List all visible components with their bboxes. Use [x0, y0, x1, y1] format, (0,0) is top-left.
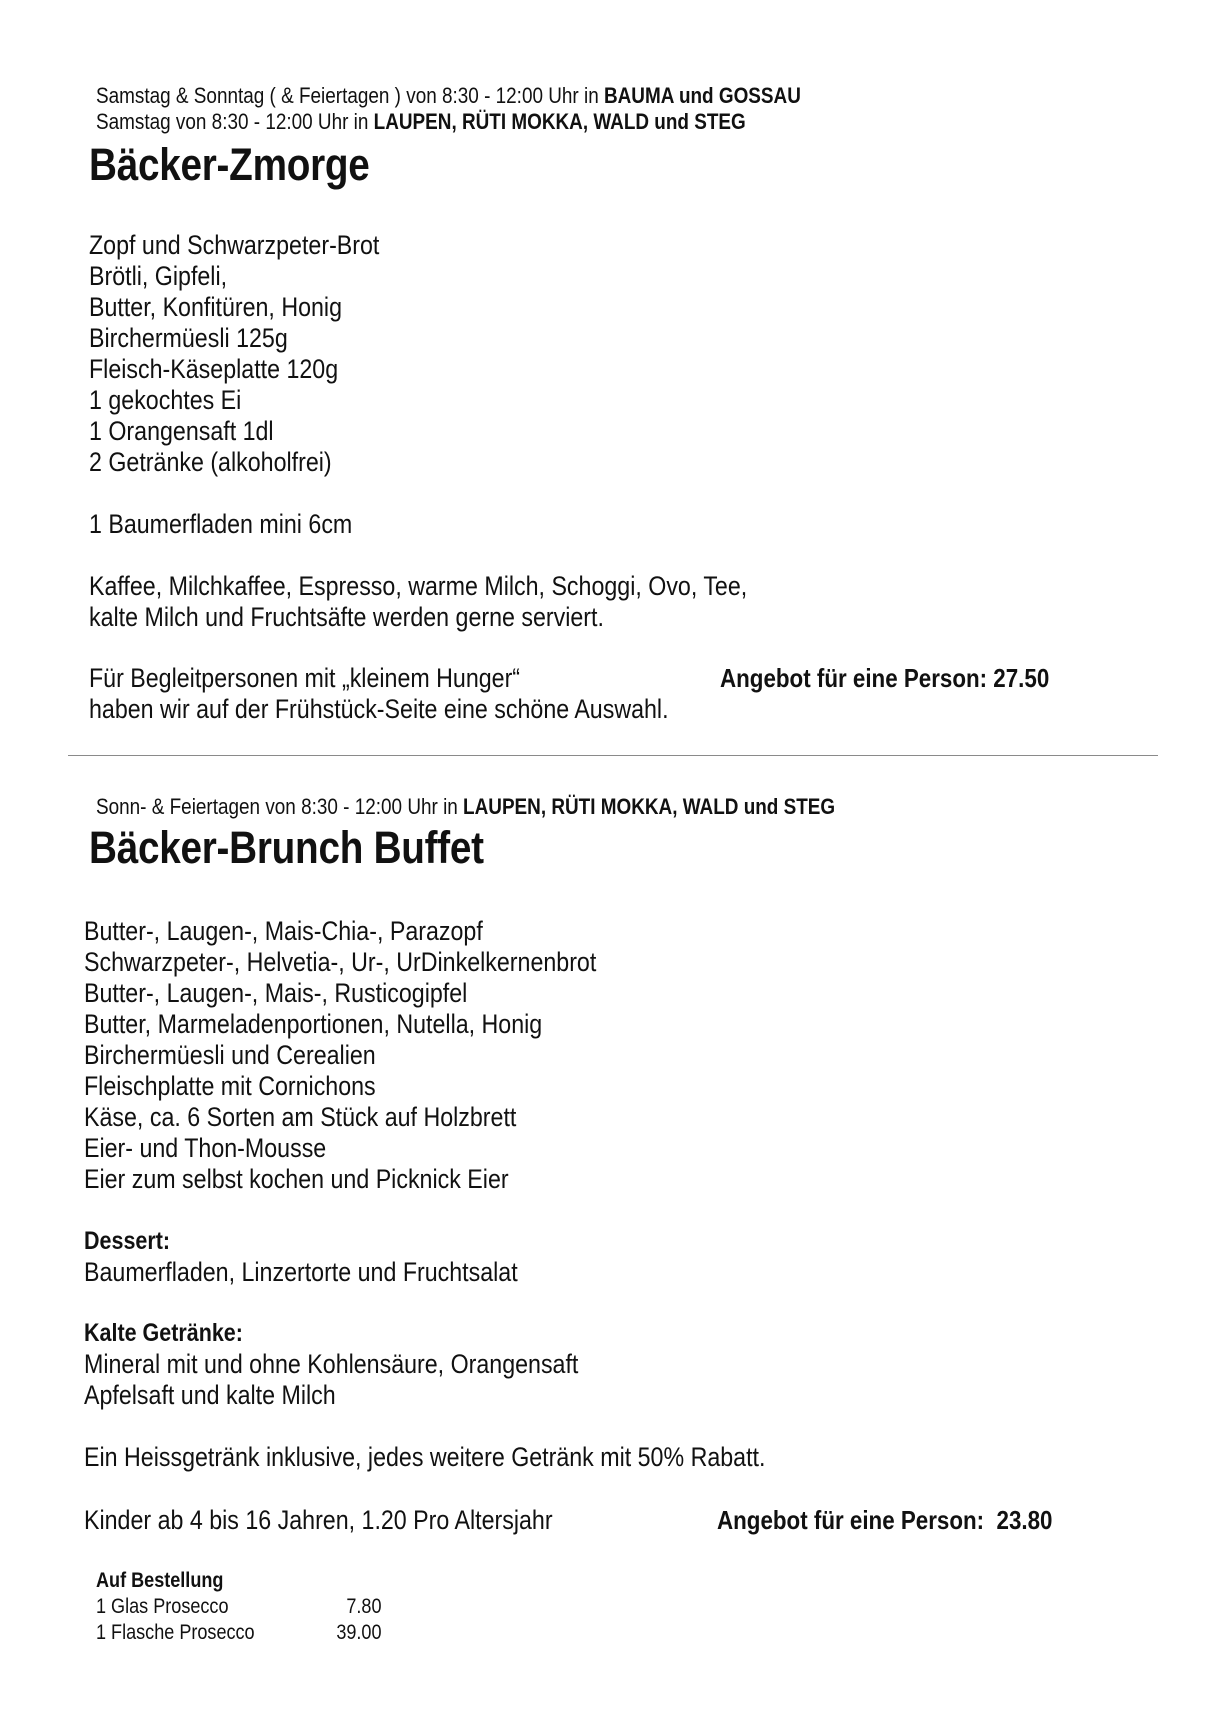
list-item: Birchermüesli 125g	[89, 323, 288, 353]
brunch-offer-price: Angebot für eine Person: 23.80	[717, 1505, 1053, 1535]
cold-drinks-heading: Kalte Getränke:	[84, 1319, 243, 1347]
zmorge-companion-line-1: Für Begleitpersonen mit „kleinem Hunger“	[89, 663, 521, 693]
brunch-dessert	[84, 1226, 588, 1288]
list-item: 1 Orangensaft 1dl	[89, 416, 274, 446]
list-item: Butter, Marmeladenportionen, Nutella, Honig	[84, 1009, 543, 1039]
zmorge-companion-line-2: haben wir auf der Frühstück-Seite eine schöne Auswahl.	[89, 694, 669, 724]
brunch-cold-drinks	[84, 1318, 659, 1411]
list-item: 1 gekochtes Ei	[89, 385, 242, 415]
order-box	[96, 1568, 382, 1646]
zmorge-title: Bäcker-Zmorge	[89, 139, 370, 190]
order-item-price: 39.00	[336, 1621, 382, 1644]
zmorge-schedule-line-2: Samstag von 8:30 - 12:00 Uhr in LAUPEN, RÜTI MOKKA, WALD und STEG	[96, 109, 746, 134]
list-item: Butter-, Laugen-, Mais-, Rusticogipfel	[84, 978, 468, 1008]
cold-drinks-line-1: Mineral mit und ohne Kohlensäure, Orangensaft	[84, 1349, 579, 1379]
order-item-price: 7.80	[346, 1595, 382, 1618]
zmorge-drinks-line-1: Kaffee, Milchkaffee, Espresso, warme Milch, Schoggi, Ovo, Tee,	[89, 571, 748, 601]
brunch-schedule: Sonn- & Feiertagen von 8:30 - 12:00 Uhr in LAUPEN, RÜTI MOKKA, WALD und STEG	[96, 794, 836, 819]
list-item: 2 Getränke (alkoholfrei)	[89, 447, 332, 477]
list-item: Butter, Konfitüren, Honig	[89, 292, 343, 322]
zmorge-items	[89, 230, 427, 478]
zmorge-drinks-line-2: kalte Milch und Fruchtsäfte werden gerne serviert.	[89, 602, 604, 632]
brunch-children-note: Kinder ab 4 bis 16 Jahren, 1.20 Pro Altersjahr	[84, 1505, 553, 1535]
order-item-label: 1 Flasche Prosecco	[96, 1621, 255, 1644]
list-item: Brötli, Gipfeli,	[89, 261, 228, 291]
zmorge-schedule-line-1: Samstag & Sonntag ( & Feiertagen ) von 8:30 - 12:00 Uhr in BAUMA und GOSSAU	[96, 83, 801, 108]
zmorge-offer-price: Angebot für eine Person: 27.50	[720, 663, 1050, 693]
order-item-label: 1 Glas Prosecco	[96, 1595, 229, 1618]
zmorge-drinks	[89, 571, 854, 633]
list-item: Schwarzpeter-, Helvetia-, Ur-, UrDinkelkernenbrot	[84, 947, 597, 977]
brunch-hot-drink-note: Ein Heissgetränk inklusive, jedes weitere Getränk mit 50% Rabatt.	[84, 1442, 766, 1472]
order-row	[96, 1594, 382, 1620]
order-heading: Auf Bestellung	[96, 1569, 224, 1592]
dessert-text: Baumerfladen, Linzertorte und Fruchtsalat	[84, 1257, 518, 1287]
cold-drinks-line-2: Apfelsaft und kalte Milch	[84, 1380, 336, 1410]
list-item: Fleisch-Käseplatte 120g	[89, 354, 339, 384]
list-item: Butter-, Laugen-, Mais-Chia-, Parazopf	[84, 916, 483, 946]
section-divider	[68, 755, 1158, 756]
zmorge-schedule	[96, 83, 916, 135]
zmorge-companion-note	[89, 663, 763, 725]
brunch-items	[84, 916, 680, 1195]
zmorge-extra: 1 Baumerfladen mini 6cm	[89, 509, 353, 539]
brunch-title: Bäcker-Brunch Buffet	[89, 822, 484, 873]
list-item: Eier- und Thon-Mousse	[84, 1133, 327, 1163]
order-row	[96, 1620, 382, 1646]
list-item: Eier zum selbst kochen und Picknick Eier	[84, 1164, 509, 1194]
dessert-heading: Dessert:	[84, 1227, 171, 1255]
list-item: Birchermüesli und Cerealien	[84, 1040, 376, 1070]
list-item: Zopf und Schwarzpeter-Brot	[89, 230, 380, 260]
list-item: Käse, ca. 6 Sorten am Stück auf Holzbrett	[84, 1102, 517, 1132]
list-item: Fleischplatte mit Cornichons	[84, 1071, 376, 1101]
